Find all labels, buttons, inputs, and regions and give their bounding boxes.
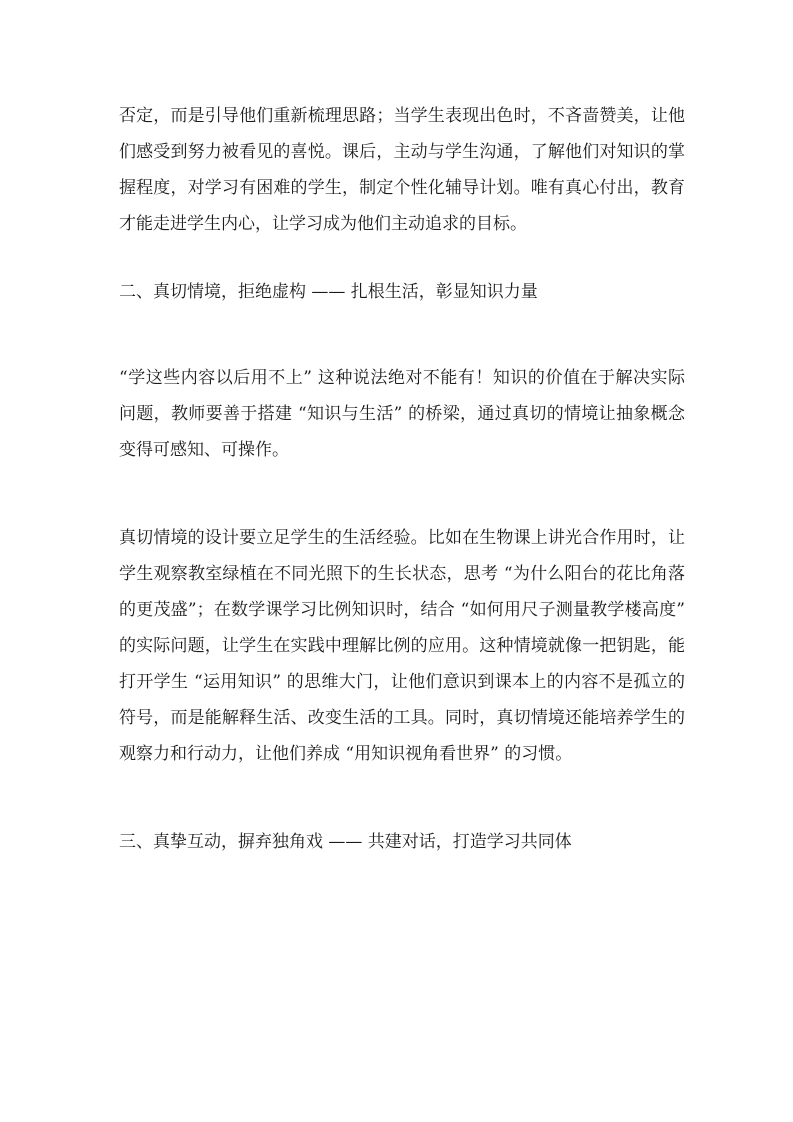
section-heading-3: 三、真挚互动，摒弃独角戏 —— 共建对话，打造学习共同体 [119, 832, 572, 852]
document-page [119, 98, 685, 860]
paragraph-continuation: 否定，而是引导他们重新梳理思路；当学生表现出色时，不吝啬赞美，让他们感受到努力被看见的喜悦。课后，主动与学生沟通，了解他们对知识的掌握程度，对学习有困难的学生，制定个性化辅导计划。唯有真心付出，教育才能走进学生内心，让学习成为他们主动追求的目标。 [119, 106, 685, 234]
section-heading-2: 二、真切情境，拒绝虚构 —— 扎根生活，彰显知识力量 [119, 282, 538, 302]
paragraph-situation-design: 真切情境的设计要立足学生的生活经验。比如在生物课上讲光合作用时，让学生观察教室绿植在不同光照下的生长状态，思考 “为什么阳台的花比角落的更茂盛”；在数学课学习比例知识时，结合 “如何用尺子测量教学楼高度” 的实际问题，让学生在实践中理解比例的应用。这种情境就像一把钥匙，能打开学生 “运用知识” 的思维大门，让他们意识到课本上的内容不是孤立的符号，而是能解释生活、改变生活的工具。同时，真切情境还能培养学生的观察力和行动力，让他们养成 “用知识视角看世界” 的习惯。 [119, 528, 685, 764]
paragraph-knowledge-value: “学这些内容以后用不上” 这种说法绝对不能有！知识的价值在于解决实际问题，教师要善于搭建 “知识与生活” 的桥梁，通过真切的情境让抽象概念变得可感知、可操作。 [119, 368, 685, 460]
